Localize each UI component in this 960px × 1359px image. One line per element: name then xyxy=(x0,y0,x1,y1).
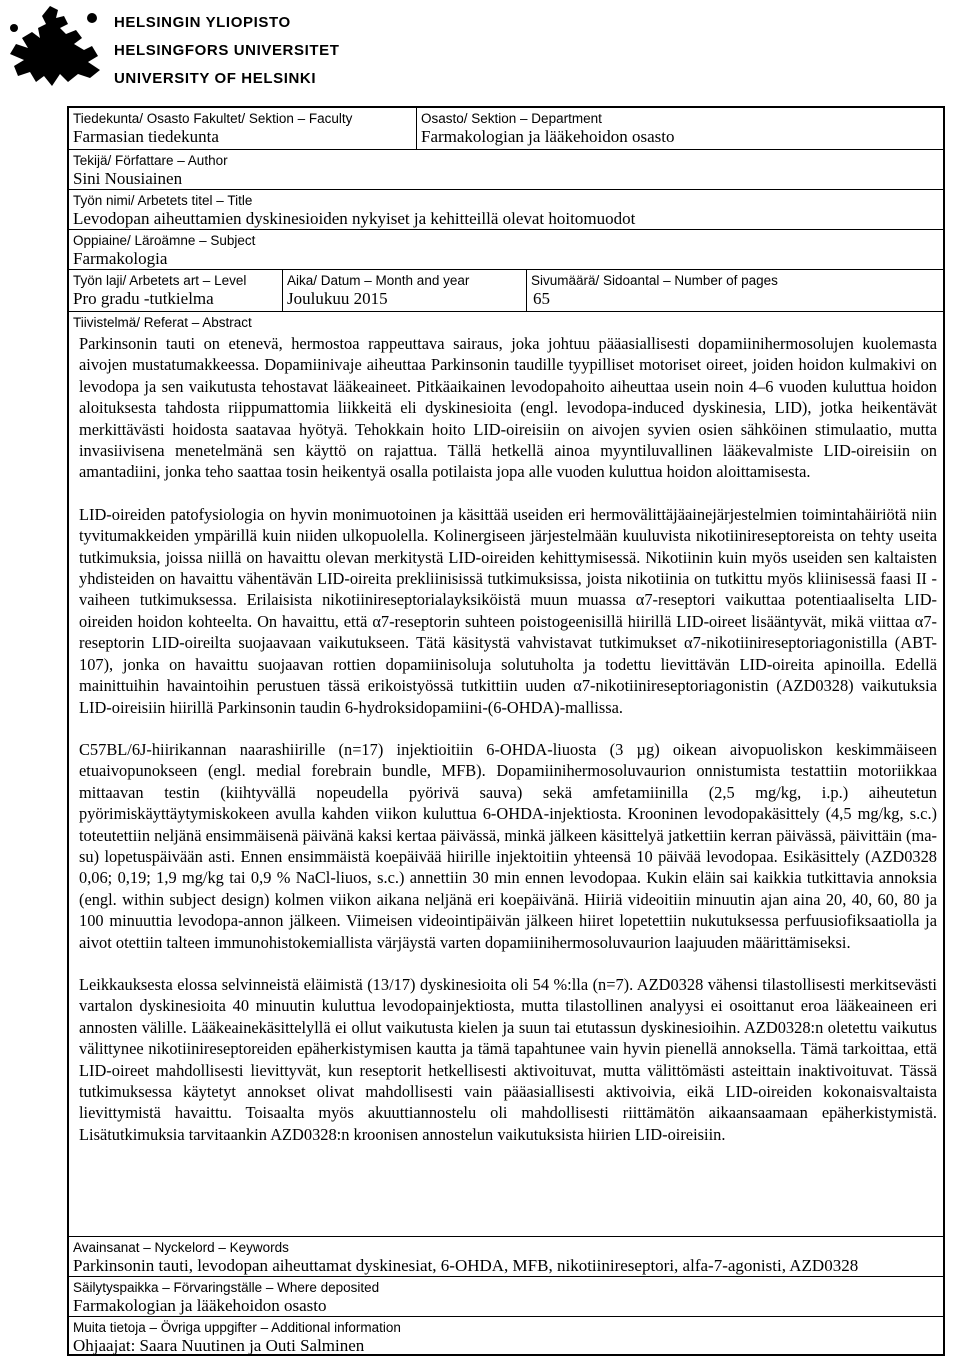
level-cell xyxy=(69,270,283,311)
author-value: Sini Nousiainen xyxy=(73,169,183,188)
additional-info-row xyxy=(69,1317,943,1353)
faculty-value: Farmasian tiedekunta xyxy=(73,127,219,146)
title-label: Työn nimi/ Arbetets titel – Title xyxy=(73,193,253,208)
abstract-paragraph: Leikkauksesta elossa selvinneistä eläimistä (13/17) dyskinesioita oli 54 %:lla (n=7). AZD0328 vähensi tilastollisesti merkitsevästi vartalon dyskinesioita 40 minuutin kuluttua levodopainjektiosta, mutta tilastollinen analyysi ei osoittanut eroa lääkeaineen eri annosten välille. Lääkeainekäsittelyllä ei ollut vaikutusta kielen ja suun tai etutassun dyskinesioihin. AZD0328:n oletettu vaikutus välittynee nikotiinireseptoreiden epäherkistymisen kautta ja tämä tapahtunee vain hyvin pienellä annoksella. Tämä tarkoittaa, että LID-oireet mahdollisesti lievittyvät, kun reseptorit hetkellisesti aktivoituvat, mutta välittömästi asteittain inaktivoituvat. Tässä tutkimuksessa käytetyt annokset olivat mahdollisesti vain pääasiallisesti aktivoivia, eikä LID-oireiden kokonaisvaltaista lievittymistä havaittu. Toisaalta myös akuuttiannostelu oli mahdollisesti riittämätön aikaansaamaan epäherkistymistä. Lisätutkimuksia tarvitaankin AZD0328:n kroonisen annostelun vaikutuksista hiirien LID-oireisiin. xyxy=(79,974,937,1144)
department-cell xyxy=(417,108,943,149)
department-label: Osasto/ Sektion – Department xyxy=(421,111,602,126)
department-value: Farmakologian ja lääkehoidon osasto xyxy=(421,127,675,146)
subject-label: Oppiaine/ Läroämne – Subject xyxy=(73,233,256,248)
date-label: Aika/ Datum – Month and year xyxy=(287,273,470,288)
keywords-value: Parkinsonin tauti, levodopan aiheuttamat dyskinesiat, 6-OHDA, MFB, nikotiinireseptori, alfa-7-agonisti, AZD0328 xyxy=(73,1256,859,1275)
pages-label: Sivumäärä/ Sidoantal – Number of pages xyxy=(531,273,778,288)
pages-cell xyxy=(527,270,943,311)
author-label: Tekijä/ Författare – Author xyxy=(73,153,228,168)
university-crest-icon xyxy=(6,4,106,88)
abstract-section xyxy=(69,312,943,1237)
university-name-sv: HELSINGFORS UNIVERSITET xyxy=(114,42,340,59)
title-value: Levodopan aiheuttamien dyskinesioiden nykyiset ja kehitteillä olevat hoitomuodot xyxy=(73,209,636,228)
level-value: Pro gradu -tutkielma xyxy=(73,289,214,308)
keywords-row xyxy=(69,1237,943,1277)
faculty-label: Tiedekunta/ Osasto Fakultet/ Sektion – Faculty xyxy=(73,111,353,126)
abstract-paragraph: C57BL/6J-hiirikannan naarashiirille (n=17) injektioitiin 6-OHDA-liuosta (3 µg) oikean aivopuoliskon keskimmäiseen etuaivopunokseen (engl. medial forebrain bundle, MFB). Dopamiinihermosoluvaurion onnistumista testattiin motoriikkaa mittaavan testin (kiihtyvällä nopeudella pyörivä sauva) sekä amfetamiinilla (2,5 mg/kg, i.p.) aiheutetun pyörimiskäyttäytymiskokeen avulla kahden viikon kuluttua 6-OHDA-injektiosta. Krooninen levodopakäsittely (4,5 mg/kg, s.c.) toteutettiin neljänä ensimmäisenä päivänä kaksi kertaa päivässä, minkä jälkeen käsittelyä jatkettiin kerran päivässä, päivittäin (ma-su) lopetuspäivään asti. Ennen ensimmäistä koepäivää hiirille injektoitiin yhteensä 10 päivää levodopaa. Esikäsittely (AZD0328 0,06; 0,19; 1,9 mg/kg tai 0,9 % NaCl-liuos, s.c.) annettiin 30 min ennen levodopaa. Kukin eläin sai kaikkia tutkittavia annoksia (engl. within subject design) kolmen viikon aikana neljänä eri koepäivänä. Hiiriä videoitiin minuutin ajan aina 20, 40, 60, 80 ja 100 minuuttia levodopa-annon jälkeen. Viimeisen videointipäivän jälkeen hiiret lopetettiin nukutuksessa perfuusiofiksaatiolla ja aivot otettiin talteen immunohistokemiallista värjäystä varten dopamiinihermosoluvaurion laajuuden määrittämiseksi. xyxy=(79,739,937,952)
date-cell xyxy=(283,270,527,311)
keywords-label: Avainsanat – Nyckelord – Keywords xyxy=(73,1240,289,1255)
faculty-department-row xyxy=(69,108,943,150)
deposited-value: Farmakologian ja lääkehoidon osasto xyxy=(73,1296,327,1315)
university-logo xyxy=(6,4,566,92)
level-label: Työn laji/ Arbetets art – Level xyxy=(73,273,247,288)
level-date-pages-row xyxy=(69,270,943,312)
additional-info-value: Ohjaajat: Saara Nuutinen ja Outi Salminen xyxy=(73,1336,365,1355)
abstract-form xyxy=(67,106,945,1356)
university-name-fi: HELSINGIN YLIOPISTO xyxy=(114,14,291,31)
subject-value: Farmakologia xyxy=(73,249,168,268)
abstract-paragraph: LID-oireiden patofysiologia on hyvin monimuotoinen ja käsittää useiden eri hermovälittäjäainejärjestelmien toimintahäiriötä niin tyvitumakkeiden ympärillä kuin niiden ulkopuolella. Kolinergiseen järjestelmään kuuluvista nikotiinireseptoreista on tehty useita tutkimuksia, joissa niillä on havaittu olevan merkitystä LID-oireiden kehittymisessä. Nikotiinin kuin myös useiden sen kaltaisten yhdisteiden on havaittu vähentävän LID-oireita prekliinisissä tutkimuksissa, joista nikotiinia on tutkittu myös kliinisessä faasi II -vaiheen tutkimuksessa. Erilaisista nikotiinireseptorialayksiköistä muun muassa α7-reseptori vaikuttaa potentiaaliselta LID-oireiden hoidon kohteelta. On havaittu, että α7-reseptorin suhteen poistogeenisillä hiirillä LID-oireet lisääntyvät, mikä viittaa α7-reseptorin LID-oireilta suojaavaan vaikutukseen. Tätä käsitystä vahvistavat tutkimukset α7-nikotiinireseptoriagonistilla (ABT-107), jonka on havaittu suojaavan rottien dopamiinisoluja solutuholta ja todettu lievittävän LID-oireita apinoilla. Edellä mainittuihin havaintoihin perustuen tässä erikoistyössä tutkittiin uuden α7-nikotiinireseptoriagonistin (AZD0328) vaikutuksia LID-oireisiin hiirillä Parkinsonin taudin 6-hydroksidopamiini-(6-OHDA)-mallissa. xyxy=(79,504,937,717)
deposited-label: Säilytyspaikka – Förvaringställe – Where deposited xyxy=(73,1280,380,1295)
university-name-en: UNIVERSITY OF HELSINKI xyxy=(114,70,317,87)
abstract-label: Tiivistelmä/ Referat – Abstract xyxy=(73,315,252,330)
title-row xyxy=(69,190,943,230)
author-row xyxy=(69,150,943,190)
pages-value: 65 xyxy=(533,289,550,308)
abstract-paragraph: Parkinsonin tauti on etenevä, hermostoa rappeuttava sairaus, joka johtuu pääasiallisesti dopamiinihermosolujen kuolemasta aivojen mustatumakkeessa. Dopamiinivaje aiheuttaa Parkinsonin taudille tyypilliset motoriset oireet, joiden hoidon kulmakivi on levodopa ja sen vaikutusta tehostavat lääkeaineet. Pitkäaikainen levodopahoito aiheuttaa usein noin 4–6 vuoden kuluttua hoidon aloituksesta tahdosta riippumattomia liikkeitä eli dyskinesioita (engl. levodopa-induced dyskinesia, LID), jotka heikentävät merkittävästi hoidosta saatavaa hyötyä. Tehokkain hoito LID-oireisiin on aivojen syvien osien sähköinen stimulaatio, mutta invasiivisena menetelmänä sen käyttö on rajattua. Tällä hetkellä ainoa myyntiluvallinen lääkevalmiste LID-oireisiin on amantadiini, jonka teho saattaa tosin heikentyä osalla potilaista jopa alle vuoden kuluttua hoidon aloittamisesta. xyxy=(79,334,937,482)
deposited-row xyxy=(69,1277,943,1317)
faculty-cell xyxy=(69,108,417,149)
subject-row xyxy=(69,230,943,270)
additional-info-label: Muita tietoja – Övriga uppgifter – Additional information xyxy=(73,1320,401,1335)
date-value: Joulukuu 2015 xyxy=(287,289,388,308)
